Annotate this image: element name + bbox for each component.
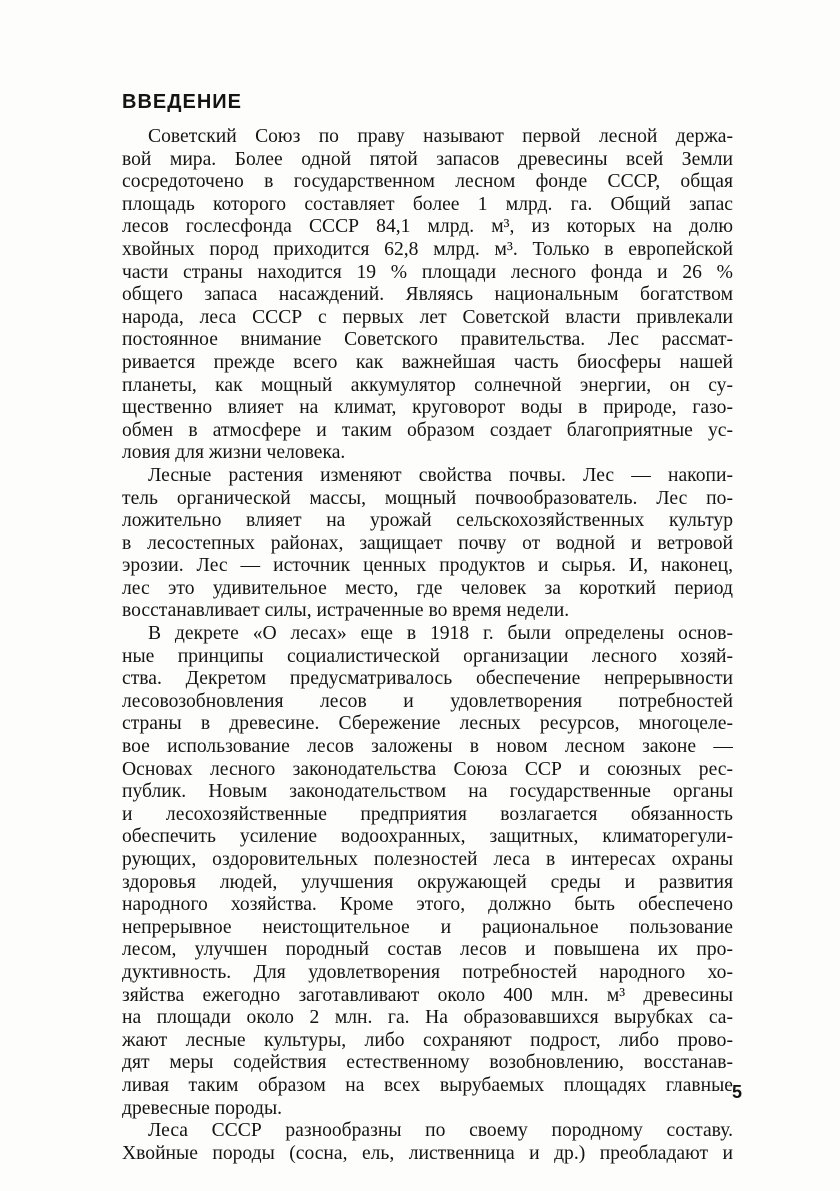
text-line: лесом, улучшен породный состав лесов и повышена их про- [122, 939, 733, 961]
text-line: непрерывное неистощительное и рациональное пользование [122, 916, 733, 938]
text-line: площадь которого составляет более 1 млрд. га. Общий запас [122, 193, 733, 215]
text-line: и лесохозяйственные предприятия возлагается обязанность [122, 803, 733, 825]
text-line: ривается прежде всего как важнейшая часть биосферы нашей [122, 351, 733, 373]
text-line: восстанавливает силы, истраченные во время недели. [122, 600, 570, 622]
text-line: общего запаса насаждений. Являясь национальным богатством [122, 284, 733, 306]
text-line: лес это удивительное место, где человек за короткий период [122, 577, 733, 599]
text-line: сосредоточено в государственном лесном фонде СССР, общая [122, 171, 733, 193]
body-text [122, 126, 733, 1165]
text-line: ложительно влияет на урожай сельскохозяйственных культур [122, 510, 733, 532]
text-line: Лесные растения изменяют свойства почвы. Лес — накопи- [148, 464, 733, 486]
text-line: народа, леса СССР с первых лет Советской власти привлекали [122, 306, 733, 328]
text-line: Хвойные породы (сосна, ель, лиственница и др.) преобладают и [122, 1142, 733, 1164]
text-line: части страны находится 19 % площади лесного фонда и 26 % [122, 261, 733, 283]
text-line: планеты, как мощный аккумулятор солнечной энергии, он су- [122, 374, 733, 396]
text-line: зяйства ежегодно заготавливают около 400 млн. м³ древесины [122, 984, 733, 1006]
text-line: публик. Новым законодательством на государственные органы [122, 781, 733, 803]
text-line: эрозии. Лес — источник ценных продуктов и сырья. И, наконец, [122, 555, 733, 577]
text-line: ства. Декретом предусматривалось обеспечение непрерывности [122, 668, 733, 690]
text-line: дят меры содействия естественному возобновлению, восстанав- [122, 1052, 733, 1074]
text-line: лесовозобновления лесов и удовлетворения потребностей [122, 690, 733, 712]
text-line: постоянное внимание Советского правительства. Лес рассмат- [122, 329, 733, 351]
text-line: Леса СССР разнообразны по своему породному составу. [148, 1120, 733, 1142]
text-line: вой мира. Более одной пятой запасов древесины всей Земли [122, 148, 733, 170]
text-line: Советский Союз по праву называют первой лесной держа- [148, 126, 733, 147]
text-line: ловия для жизни человека. [122, 442, 346, 464]
text-line: страны в древесине. Сбережение лесных ресурсов, многоцеле- [122, 713, 733, 735]
text-line: народного хозяйства. Кроме этого, должно быть обеспечено [122, 894, 733, 916]
text-line: В декрете «О лесах» еще в 1918 г. были определены основ- [148, 623, 733, 645]
text-line: жают лесные культуры, либо сохраняют подрост, либо прово- [122, 1029, 733, 1051]
text-line: в лесостепных районах, защищает почву от водной и ветровой [122, 532, 733, 554]
text-line: ные принципы социалистической организации лесного хозяй- [122, 645, 733, 667]
text-line: здоровья людей, улучшения окружающей среды и развития [122, 871, 733, 893]
text-line: ливая таким образом на всех вырубаемых площадях главные [122, 1074, 733, 1096]
text-line: лесов гослесфонда СССР 84,1 млрд. м³, из которых на долю [122, 216, 733, 238]
page-number: 5 [731, 1082, 742, 1102]
text-line: вое использование лесов заложены в новом лесном законе — [122, 736, 733, 758]
text-line: хвойных пород приходится 62,8 млрд. м³. Только в европейской [122, 238, 733, 260]
text-line: обеспечить усиление водоохранных, защитных, климаторегули- [122, 826, 733, 848]
text-line: обмен в атмосфере и таким образом создает благоприятные ус- [122, 419, 733, 441]
text-line: тель органической массы, мощный почвообразователь. Лес по- [122, 487, 733, 509]
text-line: дуктивность. Для удовлетворения потребностей народного хо- [122, 961, 733, 983]
text-line: Основах лесного законодательства Союза ССР и союзных рес- [122, 758, 733, 780]
text-line: рующих, оздоровительных полезностей леса в интересах охраны [122, 849, 733, 870]
chapter-heading: ВВЕДЕНИЕ [122, 91, 242, 113]
text-line: щественно влияет на климат, круговорот воды в природе, газо- [122, 397, 733, 419]
text-line: на площади около 2 млн. га. На образовавшихся вырубках са- [122, 1007, 733, 1029]
text-line: древесные породы. [122, 1097, 283, 1119]
